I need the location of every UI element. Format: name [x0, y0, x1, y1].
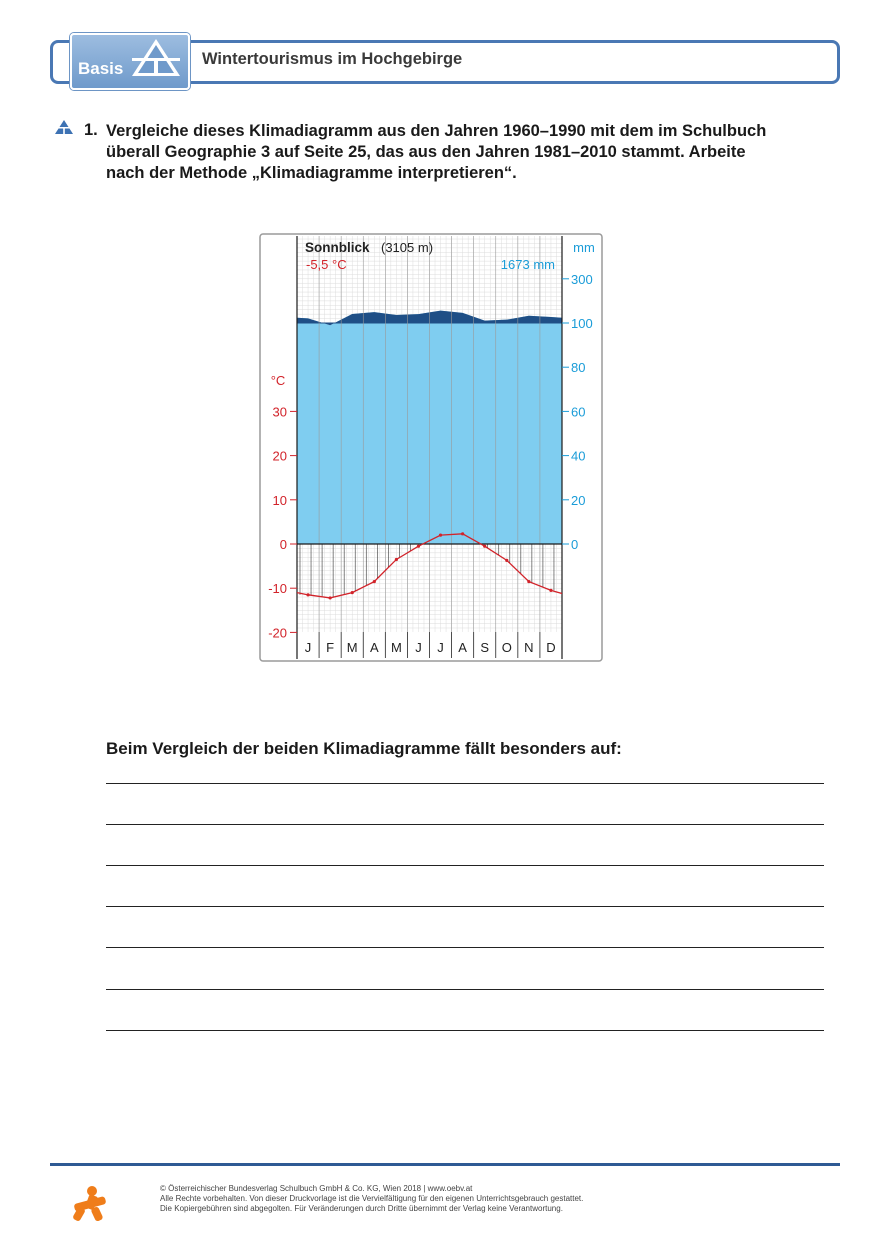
task-instruction — [106, 121, 836, 184]
temperature-point — [461, 532, 464, 535]
temperature-point — [329, 596, 332, 599]
temperature-unit: °C — [270, 373, 286, 388]
answer-line[interactable] — [106, 906, 824, 907]
annual-precipitation: 1673 mm — [500, 257, 555, 272]
temperature-tick-label: 20 — [272, 448, 287, 464]
copyright-notice — [160, 1184, 583, 1214]
answer-line[interactable] — [106, 865, 824, 866]
temperature-tick-label: -20 — [268, 625, 287, 641]
temperature-point — [505, 559, 508, 562]
task-line: Vergleiche dieses Klimadiagramm aus den Jahren 1960–1990 mit dem im Schulbuch — [106, 122, 767, 140]
temperature-tick-label: 0 — [279, 537, 287, 552]
temperature-point — [373, 580, 376, 583]
precipitation-tick-label: 60 — [571, 404, 586, 420]
footer-line: © Österreichischer Bundesverlag Schulbuch GmbH & Co. KG, Wien 2018 | www.oebv.at — [160, 1184, 473, 1193]
month-label: A — [369, 640, 379, 655]
temperature-point — [549, 589, 552, 592]
temperature-point — [483, 545, 486, 548]
precipitation-tick-label: 80 — [571, 360, 586, 376]
month-label: F — [326, 640, 335, 655]
task-line: überall Geographie 3 auf Seite 25, das aus den Jahren 1981–2010 stammt. Arbeite — [106, 143, 746, 161]
answer-line[interactable] — [106, 1030, 824, 1031]
month-label: J — [415, 640, 422, 655]
month-label: J — [304, 640, 312, 655]
answer-line[interactable] — [106, 947, 824, 948]
answer-line[interactable] — [106, 783, 824, 784]
precipitation-tick-label: 20 — [571, 492, 586, 508]
month-label: S — [480, 640, 490, 655]
temperature-point — [417, 545, 420, 548]
task-line: nach der Methode „Klimadiagramme interpretieren“. — [106, 164, 517, 182]
temperature-tick-label: 30 — [272, 404, 287, 420]
footer-line: Alle Rechte vorbehalten. Von dieser Druckvorlage ist die Vervielfältigung für den eigenen Unterrichtsgebrauch gestattet. — [160, 1194, 584, 1203]
answer-line[interactable] — [106, 989, 824, 990]
basis-label: Basis — [78, 59, 124, 78]
month-label: O — [501, 640, 512, 655]
climate-diagram — [259, 233, 604, 663]
month-label: A — [458, 640, 467, 655]
footer-rule — [50, 1163, 840, 1166]
basis-level-icon — [54, 119, 74, 135]
precipitation-tick-label: 0 — [571, 537, 579, 552]
temperature-point — [306, 593, 309, 596]
month-label: M — [390, 640, 402, 655]
temperature-tick-label: 10 — [272, 492, 287, 508]
temperature-point — [439, 534, 442, 537]
temperature-point — [351, 591, 354, 594]
temperature-point — [527, 580, 530, 583]
pyramid-logo-icon — [128, 36, 184, 82]
answer-prompt: Beim Vergleich der beiden Klimadiagramme fällt besonders auf: — [106, 739, 622, 758]
month-label: D — [546, 640, 556, 655]
month-label: M — [346, 640, 358, 655]
station-name: Sonnblick — [305, 240, 370, 255]
station-altitude: (3105 m) — [381, 240, 434, 255]
footer-line: Die Kopiergebühren sind abgegolten. Für Veränderungen durch Dritte übernimmt der Verlag keine Verantwortung. — [160, 1204, 563, 1213]
month-label: N — [524, 640, 534, 655]
month-label: J — [437, 640, 444, 655]
temperature-point — [395, 558, 398, 561]
oebv-logo-icon — [70, 1183, 110, 1223]
precipitation-unit: mm — [573, 240, 595, 255]
annual-temperature: -5,5 °C — [306, 257, 347, 272]
precipitation-tick-label: 300 — [571, 271, 593, 287]
temperature-tick-label: -10 — [268, 581, 287, 597]
answer-line[interactable] — [106, 824, 824, 825]
task-number: 1. — [84, 121, 98, 139]
precipitation-tick-label: 40 — [571, 448, 586, 464]
precipitation-tick-label: 100 — [571, 316, 593, 331]
page-title: Wintertourismus im Hochgebirge — [202, 50, 463, 68]
